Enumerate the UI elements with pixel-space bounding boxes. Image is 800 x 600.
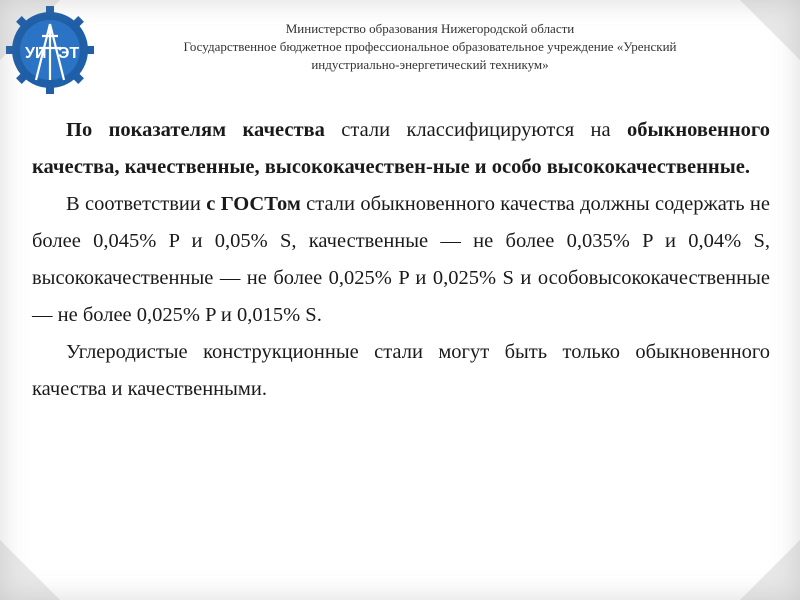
term-gost: с ГОСТом [206,193,301,215]
decorative-corner [740,540,800,600]
paragraph-carbon-steels: Углеродистые конструкционные стали могут быть только обыкновенного качества и качественными. [32,341,770,400]
header-ministry: Министерство образования Нижегородской области [285,21,575,36]
logo-right-letters: ЭТ [58,45,80,62]
logo-left-letters: УИ [25,45,47,62]
institution-logo [6,6,94,94]
decorative-corner [0,540,60,600]
paragraph-gost-limits: В соответствии с ГОСТом стали обыкновенного качества должны содержать не более 0,045% P и 0,05% S, качественные — не более 0,035% P и 0,04% S, высококачественные — не более 0,025% P и 0,025% S и особовысококачественные — не более 0,025% P и 0,015% S. [32,193,770,326]
slide-content [32,112,770,408]
term-quality-indicators: По показателям качества [66,119,325,141]
term-quality-classes: обыкновенного качества, качественные, высококачествен-ные и особо высококачественные. [32,119,770,178]
paragraph-quality-classes: По показателям качества стали классифицируются на обыкновенного качества, качественные, высококачествен-ные и особо высококачественные. [32,119,770,178]
header-institution-cont: индустриально-энергетический техникум» [311,57,549,72]
institution-header [110,20,750,74]
header-institution: Государственное бюджетное профессиональное образовательное учреждение «Уренский [183,39,677,54]
